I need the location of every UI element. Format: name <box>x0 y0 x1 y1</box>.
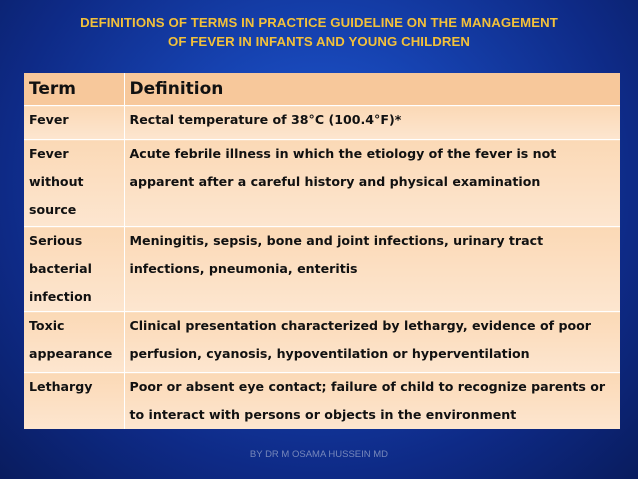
definition-line: Clinical presentation characterized by lethargy, evidence of poor <box>129 318 592 333</box>
definition-line: Poor or absent eye contact; failure of child to recognize parents or <box>129 379 606 394</box>
table-row <box>24 312 620 373</box>
table-row <box>24 227 620 312</box>
term-line: Toxic <box>29 318 65 333</box>
definition-line: Meningitis, sepsis, bone and joint infections, urinary tract <box>129 233 544 248</box>
term-line: without <box>29 174 84 189</box>
term-line: Lethargy <box>29 379 93 394</box>
definition-line: to interact with persons or objects in the environment <box>129 407 517 422</box>
definition-line: infections, pneumonia, enteritis <box>129 261 358 276</box>
term-line: source <box>29 202 77 217</box>
definition-line: Acute febrile illness in which the etiology of the fever is not <box>129 146 557 161</box>
slide-title-line-1: DEFINITIONS OF TERMS IN PRACTICE GUIDELINE ON THE MANAGEMENT <box>80 15 558 30</box>
table-header-row <box>24 73 620 106</box>
definition-cell <box>124 373 620 430</box>
term-line: infection <box>29 289 92 304</box>
watermark: BY DR M OSAMA HUSSEIN MD <box>249 449 389 460</box>
term-cell <box>24 106 124 140</box>
definition-cell <box>124 140 620 227</box>
definition-line: apparent after a careful history and physical examination <box>129 174 541 189</box>
table-row <box>24 106 620 140</box>
definition-cell <box>124 312 620 373</box>
term-line: Fever <box>29 112 69 127</box>
table-row <box>24 140 620 227</box>
definition-line: perfusion, cyanosis, hypoventilation or hyperventilation <box>129 346 530 361</box>
term-line: bacterial <box>29 261 92 276</box>
definitions-table <box>24 73 620 429</box>
term-line: Fever <box>29 146 69 161</box>
definition-cell <box>124 106 620 140</box>
table-row <box>24 373 620 430</box>
header-definition: Definition <box>124 73 620 106</box>
slide-title <box>20 13 618 51</box>
slide-title-line-2: OF FEVER IN INFANTS AND YOUNG CHILDREN <box>168 34 470 49</box>
header-term: Term <box>24 73 124 106</box>
term-cell <box>24 373 124 430</box>
term-cell <box>24 140 124 227</box>
definition-line: Rectal temperature of 38°C (100.4°F)* <box>129 112 402 127</box>
term-cell <box>24 312 124 373</box>
definition-cell <box>124 227 620 312</box>
term-line: Serious <box>29 233 83 248</box>
term-cell <box>24 227 124 312</box>
term-line: appearance <box>29 346 113 361</box>
